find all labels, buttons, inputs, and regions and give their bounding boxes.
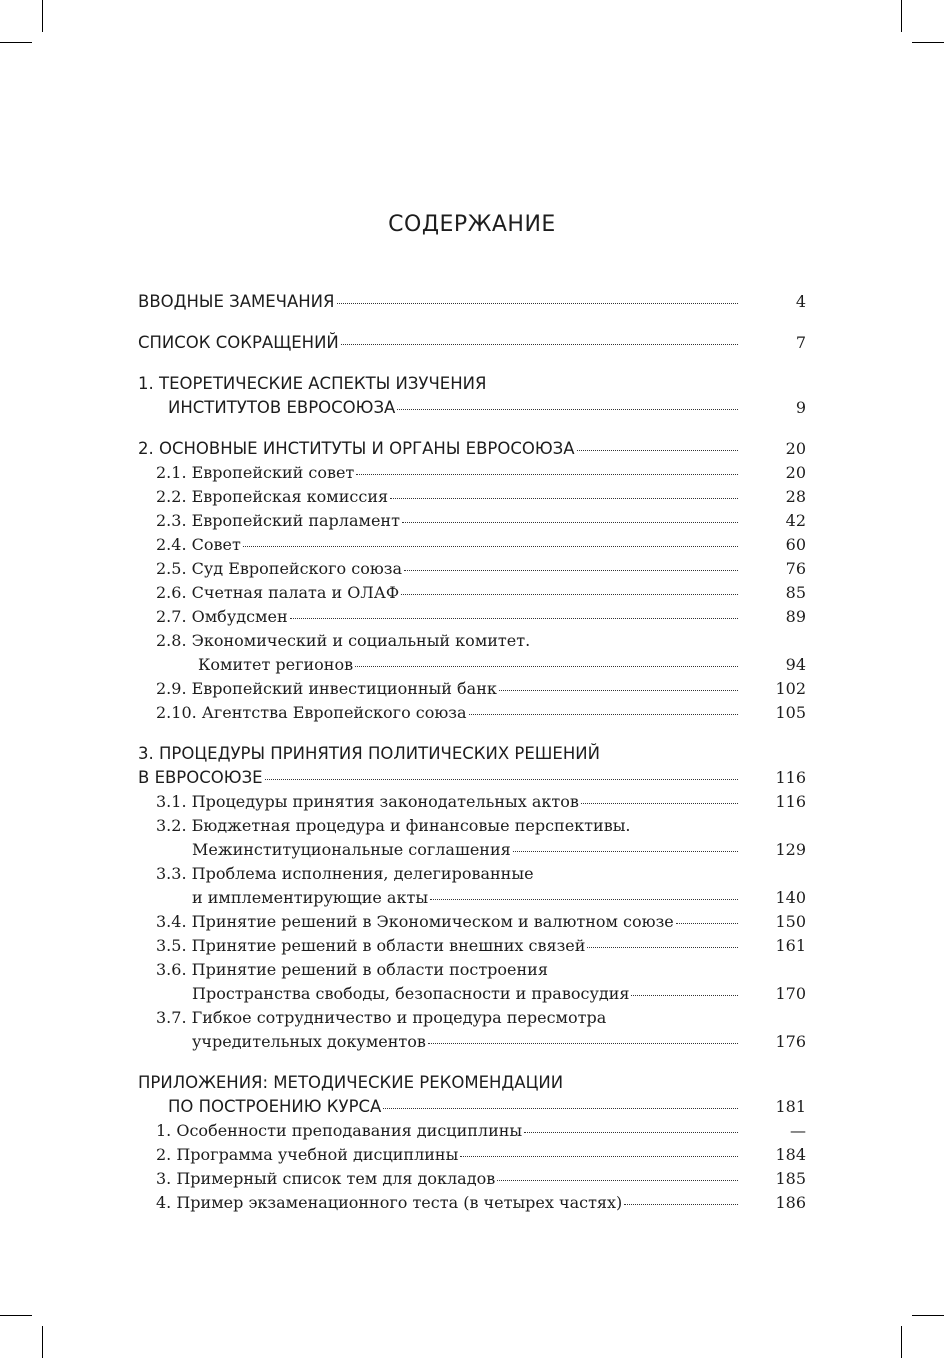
toc-entry-text: 3.2. Бюджетная процедура и финансовые перспективы. xyxy=(156,816,631,835)
dot-leader xyxy=(265,778,738,780)
page-number: 185 xyxy=(775,1169,806,1188)
page-number: 7 xyxy=(795,333,806,352)
page-number: 89 xyxy=(785,607,806,626)
dot-leader xyxy=(402,521,738,523)
toc-line xyxy=(138,331,806,355)
toc-line xyxy=(138,290,806,314)
dot-leader xyxy=(631,994,738,996)
toc-entry-text: В ЕВРОСОЮЗЕ xyxy=(138,768,263,787)
page-title: СОДЕРЖАНИЕ xyxy=(388,212,556,237)
dot-leader xyxy=(337,302,739,304)
dot-leader xyxy=(428,1042,738,1044)
section-gap xyxy=(138,420,806,437)
dot-leader xyxy=(404,569,738,571)
dot-leader xyxy=(356,473,738,475)
page-number: 116 xyxy=(775,768,806,787)
toc-line xyxy=(138,509,806,533)
dot-leader xyxy=(497,1179,738,1181)
toc-subsection[interactable] xyxy=(138,485,806,509)
dot-leader xyxy=(430,898,738,900)
toc-line xyxy=(138,485,806,509)
toc-subsection[interactable] xyxy=(138,581,806,605)
dot-leader xyxy=(676,922,738,924)
page-number: 105 xyxy=(775,703,806,722)
toc-line xyxy=(138,1071,806,1095)
toc-entry-text: Пространства свободы, безопасности и правосудия xyxy=(192,984,630,1003)
page-number: 186 xyxy=(775,1193,806,1212)
toc-line xyxy=(138,766,806,790)
toc-entry-text: 2.9. Европейский инвестиционный банк xyxy=(156,679,497,698)
toc-entry-text: 1. ТЕОРЕТИЧЕСКИЕ АСПЕКТЫ ИЗУЧЕНИЯ xyxy=(138,374,487,393)
page-number: 161 xyxy=(775,936,806,955)
dot-leader xyxy=(397,408,738,410)
toc-line xyxy=(138,461,806,485)
toc-entry-text: ПО ПОСТРОЕНИЮ КУРСА xyxy=(168,1097,382,1116)
toc-line xyxy=(138,958,806,982)
toc-subsection[interactable] xyxy=(138,1167,806,1191)
toc-entry-text: 2.2. Европейская комиссия xyxy=(156,487,389,506)
toc-line xyxy=(138,533,806,557)
toc-entry-text: 2.4. Совет xyxy=(156,535,241,554)
toc-line xyxy=(138,1030,806,1054)
toc-entry-text: 2.3. Европейский парламент xyxy=(156,511,400,530)
crop-mark xyxy=(0,42,32,43)
toc-entry-text: 2.5. Суд Европейского союза xyxy=(156,559,403,578)
toc-line xyxy=(138,557,806,581)
toc-line xyxy=(138,1191,806,1215)
page-number: 140 xyxy=(775,888,806,907)
toc-subsection[interactable] xyxy=(138,461,806,485)
toc-line xyxy=(138,581,806,605)
page-number: 20 xyxy=(785,463,806,482)
toc-line xyxy=(138,1119,806,1143)
toc-subsection[interactable] xyxy=(138,1143,806,1167)
page-number: 170 xyxy=(775,984,806,1003)
section-gap xyxy=(138,314,806,331)
page-number: 184 xyxy=(775,1145,806,1164)
dot-leader xyxy=(587,946,738,948)
dot-leader xyxy=(469,713,738,715)
toc-subsection[interactable] xyxy=(138,934,806,958)
crop-mark xyxy=(42,0,43,32)
toc-line xyxy=(138,605,806,629)
page-number: — xyxy=(790,1121,806,1140)
toc-subsection[interactable] xyxy=(138,701,806,725)
page-number: 4 xyxy=(795,292,806,311)
toc-subsection[interactable] xyxy=(138,814,806,862)
toc-subsection[interactable] xyxy=(138,629,806,677)
toc-entry-text: 1. Особенности преподавания дисциплины xyxy=(156,1121,523,1140)
toc-line xyxy=(138,862,806,886)
toc-subsection[interactable] xyxy=(138,677,806,701)
toc-entry-text: СПИСОК СОКРАЩЕНИЙ xyxy=(138,333,339,352)
toc-entry-text: 3.6. Принятие решений в области построения xyxy=(156,960,548,979)
toc-entry-text: 3.3. Проблема исполнения, делегированные xyxy=(156,864,534,883)
toc-entry-text: 2. ОСНОВНЫЕ ИНСТИТУТЫ И ОРГАНЫ ЕВРОСОЮЗА xyxy=(138,439,575,458)
toc-entry-text: Комитет регионов xyxy=(198,655,354,674)
toc-line xyxy=(138,701,806,725)
crop-mark xyxy=(912,1315,944,1316)
crop-mark xyxy=(912,42,944,43)
toc-entry-text: ПРИЛОЖЕНИЯ: МЕТОДИЧЕСКИЕ РЕКОМЕНДАЦИИ xyxy=(138,1073,564,1092)
toc-line xyxy=(138,886,806,910)
dot-leader xyxy=(524,1131,738,1133)
section-gap xyxy=(138,355,806,372)
toc-line xyxy=(138,653,806,677)
dot-leader xyxy=(460,1155,738,1157)
dot-leader xyxy=(499,689,738,691)
toc-line xyxy=(138,790,806,814)
dot-leader xyxy=(243,545,738,547)
toc-section-heading[interactable] xyxy=(138,742,806,790)
toc-entry-text: Межинституциональные соглашения xyxy=(192,840,511,859)
toc-section-heading[interactable] xyxy=(138,290,806,314)
toc-line xyxy=(138,742,806,766)
dot-leader xyxy=(624,1203,738,1205)
toc-entry-text: 2.7. Омбудсмен xyxy=(156,607,288,626)
dot-leader xyxy=(577,449,738,451)
dot-leader xyxy=(581,802,738,804)
dot-leader xyxy=(383,1107,738,1109)
toc-line xyxy=(138,629,806,653)
page-number: 150 xyxy=(775,912,806,931)
toc-subsection[interactable] xyxy=(138,1006,806,1054)
page-number: 129 xyxy=(775,840,806,859)
toc-line xyxy=(138,1095,806,1119)
toc-entry-text: 2.1. Европейский совет xyxy=(156,463,355,482)
toc-line xyxy=(138,1167,806,1191)
toc-line xyxy=(138,1143,806,1167)
toc-line xyxy=(138,437,806,461)
page-number: 94 xyxy=(785,655,806,674)
toc-entry-text: 3.1. Процедуры принятия законодательных актов xyxy=(156,792,579,811)
crop-mark xyxy=(0,1315,32,1316)
toc-subsection[interactable] xyxy=(138,557,806,581)
toc-line xyxy=(138,982,806,1006)
toc-subsection[interactable] xyxy=(138,509,806,533)
crop-mark xyxy=(42,1326,43,1358)
toc-entry-text: 4. Пример экзаменационного теста (в четырех частях) xyxy=(156,1193,623,1212)
toc-line xyxy=(138,1006,806,1030)
toc-entry-text: 3.4. Принятие решений в Экономическом и валютном союзе xyxy=(156,912,674,931)
toc-entry-text: 2.6. Счетная палата и ОЛАФ xyxy=(156,583,400,602)
page-number: 102 xyxy=(775,679,806,698)
toc-subsection[interactable] xyxy=(138,1191,806,1215)
toc-section-heading[interactable] xyxy=(138,1071,806,1119)
toc-subsection[interactable] xyxy=(138,1119,806,1143)
page-number: 181 xyxy=(775,1097,806,1116)
toc-entry-text: и имплементирующие акты xyxy=(192,888,429,907)
dot-leader xyxy=(401,593,738,595)
table-of-contents xyxy=(138,290,806,1215)
toc-entry-text: 3.5. Принятие решений в области внешних связей xyxy=(156,936,586,955)
page-number: 76 xyxy=(785,559,806,578)
toc-subsection[interactable] xyxy=(138,862,806,910)
toc-line xyxy=(138,396,806,420)
toc-section-heading[interactable] xyxy=(138,331,806,355)
toc-entry-text: 2. Программа учебной дисциплины xyxy=(156,1145,459,1164)
toc-subsection[interactable] xyxy=(138,910,806,934)
toc-line xyxy=(138,910,806,934)
page-number: 9 xyxy=(795,398,806,417)
crop-mark xyxy=(901,0,902,32)
dot-leader xyxy=(355,665,738,667)
page-number: 20 xyxy=(785,439,806,458)
toc-subsection[interactable] xyxy=(138,533,806,557)
toc-entry-text: 3.7. Гибкое сотрудничество и процедура пересмотра xyxy=(156,1008,607,1027)
toc-entry-text: ВВОДНЫЕ ЗАМЕЧАНИЯ xyxy=(138,292,335,311)
toc-line xyxy=(138,372,806,396)
toc-entry-text: 3. Примерный список тем для докладов xyxy=(156,1169,496,1188)
toc-subsection[interactable] xyxy=(138,958,806,1006)
dot-leader xyxy=(513,850,738,852)
toc-subsection[interactable] xyxy=(138,605,806,629)
toc-subsection[interactable] xyxy=(138,790,806,814)
dot-leader xyxy=(290,617,738,619)
page-number: 60 xyxy=(785,535,806,554)
toc-entry-text: 2.8. Экономический и социальный комитет. xyxy=(156,631,531,650)
toc-line xyxy=(138,934,806,958)
toc-line xyxy=(138,677,806,701)
section-gap xyxy=(138,725,806,742)
page-number: 28 xyxy=(785,487,806,506)
page-number: 85 xyxy=(785,583,806,602)
toc-entry-text: ИНСТИТУТОВ ЕВРОСОЮЗА xyxy=(168,398,396,417)
page-number: 176 xyxy=(775,1032,806,1051)
toc-line xyxy=(138,814,806,838)
toc-line xyxy=(138,838,806,862)
section-gap xyxy=(138,1054,806,1071)
crop-mark xyxy=(901,1326,902,1358)
page-number: 42 xyxy=(785,511,806,530)
dot-leader xyxy=(341,343,738,345)
toc-section-heading[interactable] xyxy=(138,437,806,461)
toc-entry-text: 3. ПРОЦЕДУРЫ ПРИНЯТИЯ ПОЛИТИЧЕСКИХ РЕШЕНИЙ xyxy=(138,744,600,763)
dot-leader xyxy=(390,497,738,499)
toc-section-heading[interactable] xyxy=(138,372,806,420)
toc-entry-text: 2.10. Агентства Европейского союза xyxy=(156,703,467,722)
page-number: 116 xyxy=(775,792,806,811)
toc-entry-text: учредительных документов xyxy=(192,1032,426,1051)
